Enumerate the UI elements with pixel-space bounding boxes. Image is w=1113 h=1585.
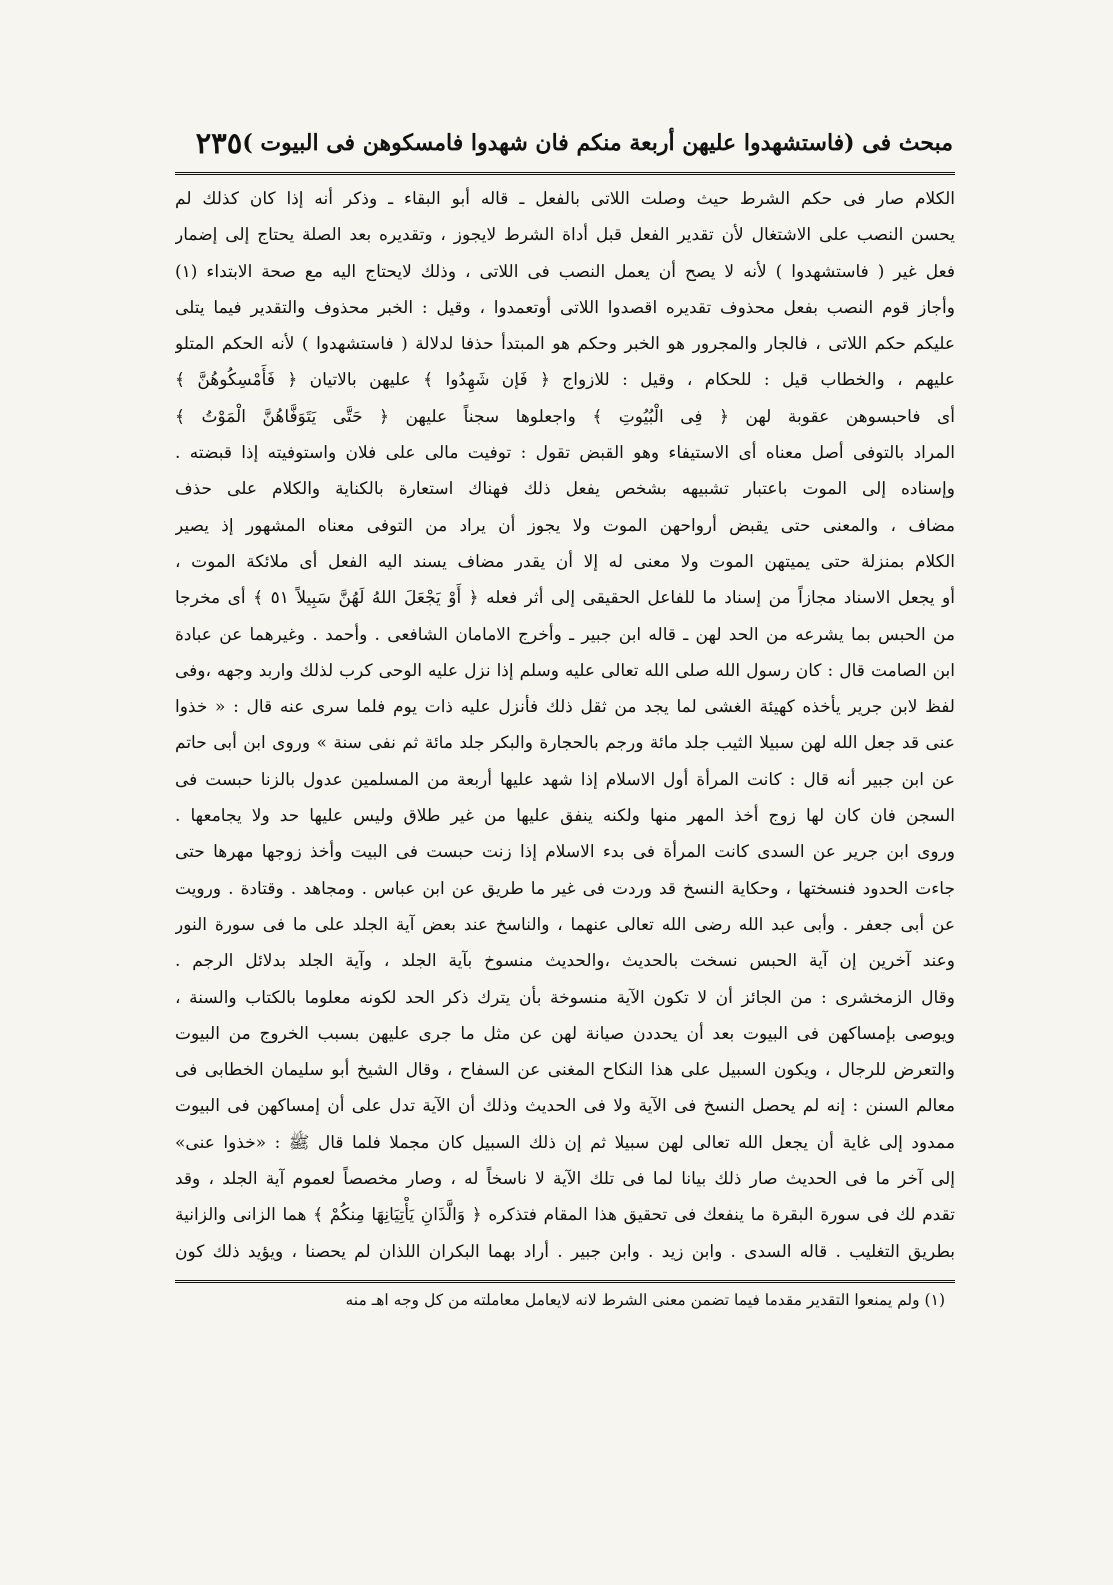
text-line: لفظ لابن جرير يأخذه كهيئة الغشى لما يجد من ثقل ذلك فأنزل عليه ذات يوم فلما سرى عنه قال : « خذوا xyxy=(175,697,955,718)
text-line: جاءت الحدود فنسختها ، وحكاية النسخ قد وردت فى غير ما طريق عن ابن عباس . ومجاهد . وقتادة . ورويت xyxy=(175,878,955,899)
text-line: عليهم ، والخطاب قيل : للحكام ، وقيل : للازواج ﴿ فَإن شَهِدُوا ﴾ عليهن بالاتيان ﴿ فَأَمْسِكُوهُنَّ ﴾ xyxy=(175,370,955,391)
text-line: الكلام بمنزلة حتى يميتهن الموت ولا معنى له إلا أن يقدر مضاف يسند اليه الفعل أى ملائكة الموت ، xyxy=(175,551,955,572)
text-line: المراد بالتوفى أصل معناه أى الاستيفاء وهو القبض تقول : توفيت مالى على فلان واستوفيته إذا قبضته . xyxy=(175,443,955,464)
text-line: عن ابن جبير أنه قال : كانت المرأة أول الاسلام إذا شهد عليها أربعة من المسلمين عدول بالزنا حبست فى xyxy=(175,769,955,790)
text-line: ابن الصامت قال : كان رسول الله صلى الله تعالى عليه وسلم إذا نزل عليه الوحى كرب لذلك واربد وجهه ،وفى xyxy=(175,660,955,681)
page-number: ٢٣٥ xyxy=(195,126,243,160)
text-line: ويوصى بإمساكهن فى البيوت بعد أن يحددن صيانة لهن عن مثل ما جرى عليهن بسبب الخروج من البيوت xyxy=(175,1023,955,1044)
text-line: وعند آخرين إن آية الحبس نسخت بالحديث ،والحديث منسوخ بآية الجلد ، وآية الجلد بدلائل الرجم . xyxy=(175,951,955,972)
text-line: معالم السنن : إنه لم يحصل النسخ فى الآية ولا فى الحديث وذلك أن الآية تدل على أن إمساكهن فى البيوت xyxy=(175,1096,955,1117)
text-line: الكلام صار فى حكم الشرط حيث وصلت اللاتى بالفعل ـ قاله أبو البقاء ـ وذكر أنه إذا كان كذلك لم xyxy=(175,189,955,209)
text-line: عليكم حكم اللاتى ، فالجار والمجرور هو الخبر وحكم هو المبتدأ حذفا لدلالة ( فاستشهدوا ) لأنه الحكم المتلو xyxy=(175,334,955,355)
text-line: والتعرض للرجال ، ويكون السبيل على هذا النكاح المغنى عن السفاح ، وقال الشيخ أبو سليمان الخطابى فى xyxy=(175,1060,955,1081)
text-line: السجن فان كان لها زوج أخذ المهر منها ولكنه ينفق عليها من غير طلاق وليس عليها حد ولا يجامعها . xyxy=(175,806,955,827)
text-line: وإسناده إلى الموت باعتبار تشبيهه بشخص يفعل ذلك فهناك استعارة بالكناية والكلام على حذف xyxy=(175,479,955,500)
text-line: يحسن النصب على الاشتغال لأن تقدير الفعل قبل أداة الشرط لايجوز ، وتقديره بعد الصلة يحتاج إلى إضمار xyxy=(175,225,955,246)
page-header xyxy=(175,118,955,175)
text-line: بطريق التغليب . قاله السدى . وابن زيد . وابن جبير . أراد بهما البكران اللذان لم يحصنا ، ويؤيد ذلك كون xyxy=(175,1241,955,1262)
text-line: مضاف ، والمعنى حتى يقبض أرواحهن الموت ولا يجوز أن يراد من التوفى معناه المشهور إذ يصير xyxy=(175,515,955,536)
text-line: تقدم لك فى سورة البقرة ما ينفعك فى تحقيق هذا المقام فتذكره ﴿ وَالَّذَانِ يَأْتِيَانِهَا مِنكُمْ ﴾ هما الزانى والزانية xyxy=(175,1205,955,1226)
text-line: أو يجعل الاسناد مجازاً من إسناد ما للفاعل الحقيقى إلى أثر فعله ﴿ أَوْ يَجْعَلَ اللهُ لَهُنَّ سَبِيلاً ٥١ ﴾ أى مخرجا xyxy=(175,588,955,609)
body-text xyxy=(175,181,955,1270)
text-line: ممدود إلى غاية أن يجعل الله تعالى لهن سبيلا ثم إن ذلك السبيل كان مجملا فلما قال ﷺ : «خذوا عنى» xyxy=(175,1132,955,1153)
text-line: إلى آخر ما فى الحديث صار ذلك بيانا لما فى تلك الآية لا ناسخاً له ، وصار مخصصاً لعموم آية الجلد ، وقد xyxy=(175,1169,955,1190)
footnote-divider xyxy=(175,1280,955,1283)
text-line: أى فاحبسوهن عقوبة لهن ﴿ فِى الْبُيُوتِ ﴾ واجعلوها سجناً عليهن ﴿ حَتَّى يَتَوَفَّاهُنَّ الْمَوْتُ ﴾ xyxy=(175,406,955,427)
text-line: وقال الزمخشرى : من الجائز أن لا تكون الآية منسوخة بأن يترك ذكر الحد لكونه معلوما بالكتاب والسنة ، xyxy=(175,987,955,1008)
footnote: (١) ولم يمنعوا التقدير مقدما فيما تضمن معنى الشرط لانه لايعامل معاملته من كل وجه اهـ منه xyxy=(345,1290,945,1309)
header-title: مبحث فى (فاستشهدوا عليهن أربعة منكم فان شهدوا فامسكوهن فى البيوت ) xyxy=(242,130,953,156)
text-line: فعل غير ( فاستشهدوا ) لأنه لا يصح أن يعمل النصب فى اللاتى ، وذلك لايحتاج اليه مع صحة الابتداء (١) xyxy=(175,261,955,282)
text-line: عنى قد جعل الله لهن سبيلا الثيب جلد مائة ورجم بالحجارة والبكر جلد مائة ثم نفى سنة » وروى ابن أبى حاتم xyxy=(175,733,955,754)
text-line: وأجاز قوم النصب بفعل محذوف تقديره اقصدوا اللاتى أوتعمدوا ، وقيل : الخبر محذوف والتقدير فيما يتلى xyxy=(175,297,955,318)
text-line: عن أبى جعفر . وأبى عبد الله رضى الله تعالى عنهما ، والناسخ عند بعض آية الجلد على ما فى سورة النور xyxy=(175,914,955,935)
text-line: من الحبس بما يشرعه من الحد لهن ـ قاله ابن جبير ـ وأخرج الامامان الشافعى . وأحمد . وغيرهما عن عبادة xyxy=(175,624,955,645)
text-line: وروى ابن جرير عن السدى كانت المرأة فى بدء الاسلام إذا زنت حبست فى البيت وأخذ زوجها مهرها حتى xyxy=(175,842,955,863)
